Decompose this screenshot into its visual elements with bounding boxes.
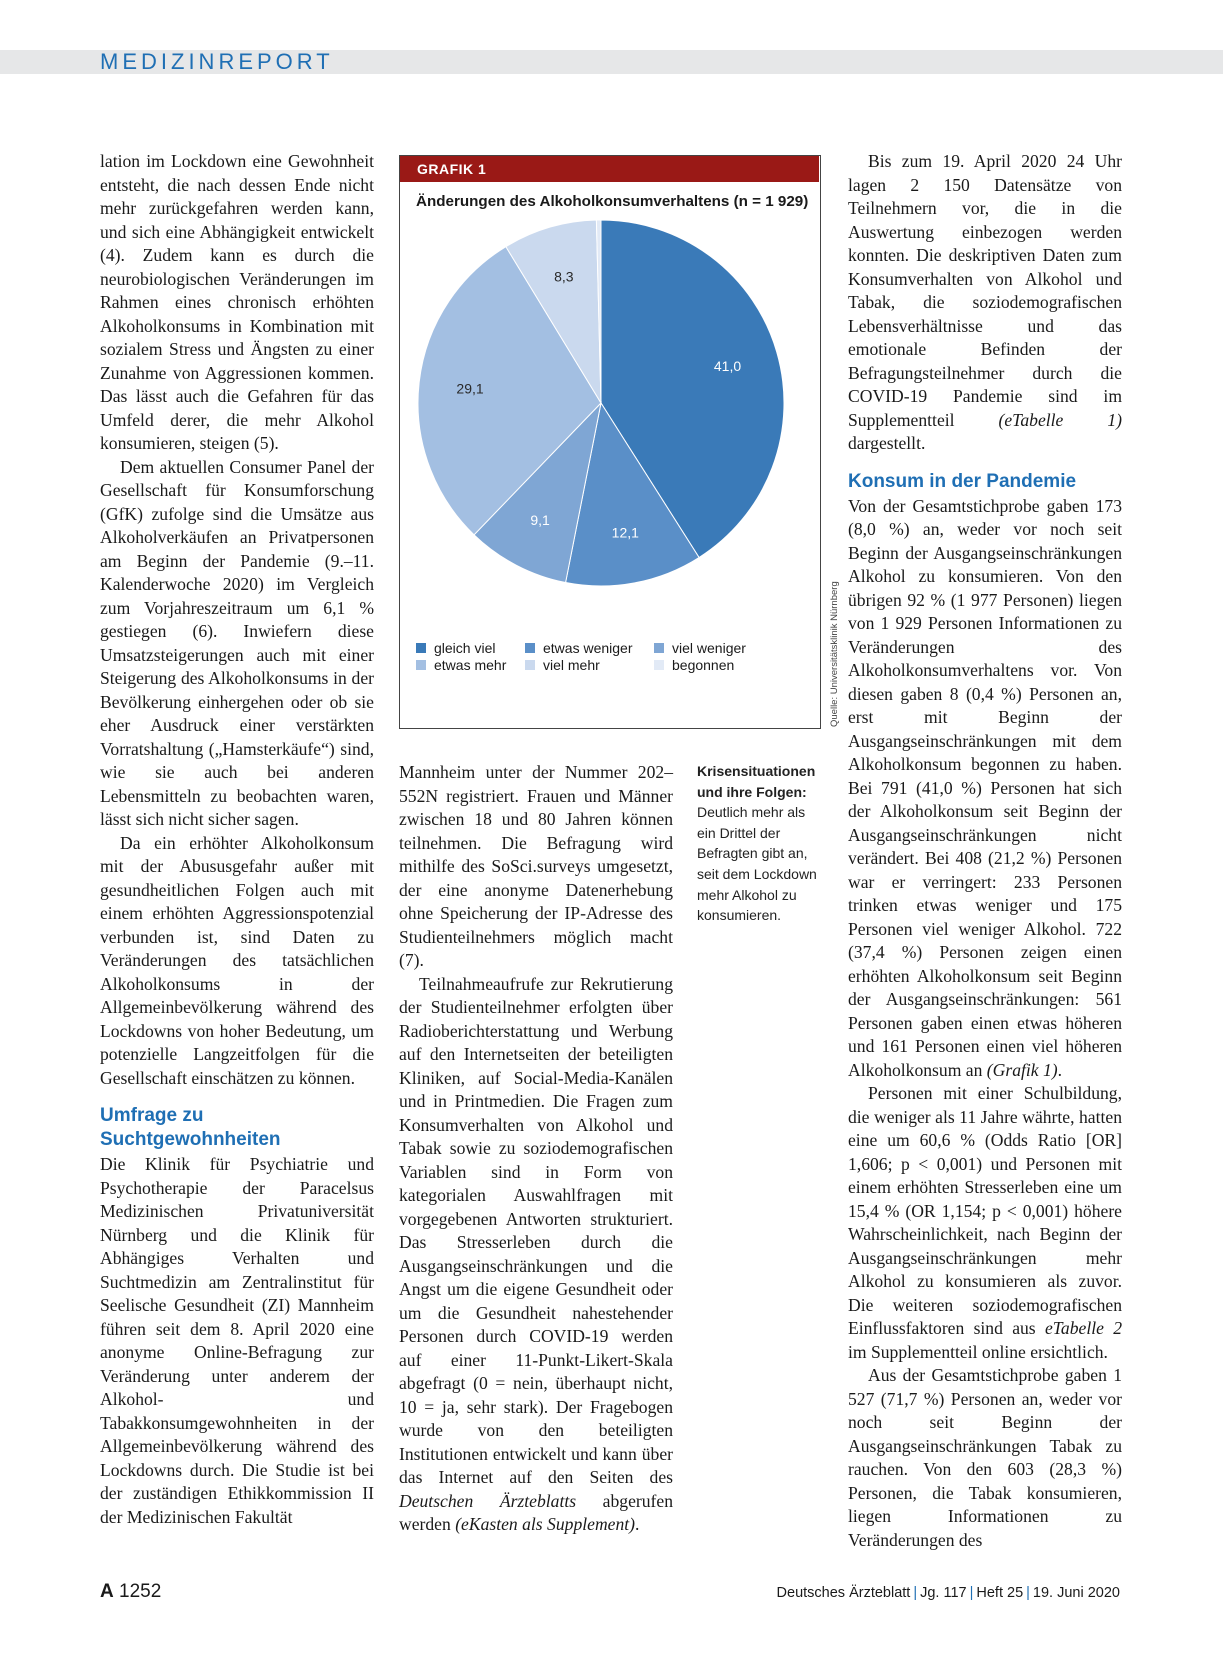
chart-title: Änderungen des Alkoholkonsumverhaltens (n = 1 929) xyxy=(416,193,809,210)
pie-data-label: 9,1 xyxy=(530,511,550,528)
text-run-italic: (eTabelle 1) xyxy=(998,409,1122,430)
paragraph xyxy=(399,973,673,1537)
text-run: Von der Gesamtstichprobe gaben 173 (8,0 %) an, weder vor noch seit Beginn der Ausgangseinschränkungen Alkohol zu konsumieren. Von den übrigen 92 % (1 977 Personen) liegen von 1 929 Personen Informationen zu Veränderungen des Alkoholkonsumverhaltens vor. Von diesen gaben 8 (0,4 %) Personen an, erst mit Beginn der Ausgangseinschränkungen mit dem Alkoholkonsum begonnen zu haben. Bei 791 (41,0 %) Personen hat sich der Alkoholkonsum seit Beginn der Ausgangseinschränkungen nicht verändert. Bei 408 (21,2 %) Personen war er verringert: 233 Personen trinken etwas weniger und 175 Personen viel weniger Alkohol. 722 (37,4 %) Personen zeigen einen erhöhten Alkoholkonsum seit Beginn der Ausgangseinschränkungen: 561 Personen gaben einen etwas höheren und 161 Personen einen viel höheren Alkoholkonsum an xyxy=(848,495,1122,1080)
legend-label: viel mehr xyxy=(543,657,600,673)
page-number xyxy=(100,1581,161,1603)
page-prefix: A xyxy=(100,1581,114,1602)
text-run: dargestellt. xyxy=(848,433,926,453)
text-run-italic: Deutschen Ärzteblatts xyxy=(399,1490,577,1511)
paragraph xyxy=(848,150,1122,456)
text-run: Personen mit einer Schulbildung, die weniger als 11 Jahre währte, hatten eine um 60,6 % (Odds Ratio [OR] 1,606; p < 0,001) und Personen mit einem erhöhten Stresserleben eine um 15,4 % (OR 1,154; p < 0,001) höhere Wahrscheinlichkeit, nach Beginn der Ausgangseinschränkungen mehr Alkohol zu konsumieren als zuvor. Die weiteren soziodemografischen Einflussfaktoren sind aus xyxy=(848,1083,1122,1338)
legend-swatch xyxy=(654,643,664,653)
legend-item xyxy=(654,657,734,673)
text-run: Bis zum 19. April 2020 24 Uhr lagen 2 150 Datensätze von Teilnehmern vor, die in die Auswertung einbezogen werden konnten. Die deskriptiven Daten zum Konsumverhalten von Alkohol und Tabak, die soziodemografischen Lebensverhältnisse und das emotionale Befinden der Befragungsteilnehmer durch die COVID-19 Pandemie sind im Supplementteil xyxy=(848,151,1122,430)
text-run: abgerufen werden xyxy=(399,1490,674,1534)
text-run-italic: (Grafik 1) xyxy=(986,1059,1058,1080)
paragraph: Dem aktuellen Consumer Panel der Gesellschaft für Konsumforschung (GfK) zufolge sind die Umsätze aus Alkoholverkäufen an Privatpersonen am Beginn der Pandemie (9.–11. Kalenderwoche 2020) im Vergleich zum Vorjahreszeitraum um 6,1 % gestiegen (6). Inwiefern diese Umsatzsteigerungen auch mit einer Steigerung des Alkoholkonsums in der Bevölkerung einhergehen oder ob sie eher Ausdruck einer verstärkten Vorratshaltung („Hamsterkäufe“) sind, wie sie auch bei anderen Lebensmitteln zu beobachten waren, lässt sich nicht sicher sagen. xyxy=(100,456,374,829)
text-run: im Supplementteil online ersichtlich. xyxy=(848,1341,1108,1362)
paragraph xyxy=(848,1082,1122,1364)
legend-label: begonnen xyxy=(672,657,735,673)
text-column-3 xyxy=(848,150,1122,1552)
legend-item xyxy=(525,657,600,673)
legend-swatch xyxy=(416,643,426,653)
paragraph: Da ein erhöhter Alkoholkonsum mit der Abususgefahr außer mit gesundheitlichen Folgen auch mit einem erhöhten Aggressionspotenzial verbunden ist, sind Daten zu Veränderungen des tatsächlichen Alkoholkonsums in der Allgemeinbevölkerung während des Lockdowns von hoher Bedeutung, um potenzielle Langzeitfolgen für die Gesellschaft einschätzen zu können. xyxy=(100,832,374,1088)
legend-item xyxy=(525,640,633,656)
pie-chart xyxy=(400,216,819,616)
journal-date: 19. Juni 2020 xyxy=(1032,1585,1120,1601)
paragraph: lation im Lockdown eine Gewohnheit entsteht, die nach dessen Ende nicht mehr zurückgefahren werden kann, und sich eine Abhängigkeit entwickelt (4). Zudem kann es durch die neurobiologischen Veränderungen im Rahmen eines chronisch erhöhten Alkoholkonsums in Kombination mit sozialem Stress und Ängsten zu einer Zunahme von Aggressionen kommen. Das lässt auch die Gefahren für das Umfeld derer, die mehr Alkohol konsumieren, steigen (5). xyxy=(100,151,374,453)
margin-note-text: Deutlich mehr als ein Drittel der Befragten gibt an, seit dem Lockdown mehr Alkohol zu konsumieren. xyxy=(697,804,817,924)
legend-label: viel weniger xyxy=(672,640,746,656)
text-column-1 xyxy=(100,150,374,1529)
legend-swatch xyxy=(654,660,664,670)
paragraph: Aus der Gesamtstichprobe gaben 1 527 (71,7 %) Personen an, weder vor noch seit Beginn der Ausgangseinschränkungen Tabak zu rauchen. Von den 603 (28,3 %) Personen, die Tabak konsumieren, liegen Informationen zu Veränderungen des xyxy=(848,1365,1122,1550)
margin-note-title: Krisensituationen und ihre Folgen: xyxy=(697,763,816,800)
section-title: MEDIZINREPORT xyxy=(100,49,334,74)
pie-data-label: 12,1 xyxy=(611,524,639,541)
journal-volume: Jg. 117 xyxy=(920,1585,967,1601)
legend-label: etwas mehr xyxy=(434,657,507,673)
legend-item xyxy=(416,640,495,656)
section-heading: Konsum in der Pandemie xyxy=(848,470,1077,492)
paragraph xyxy=(848,495,1122,1083)
margin-note xyxy=(697,761,825,926)
legend-swatch xyxy=(525,643,535,653)
figure-source: Quelle: Universitätsklinik Nürnberg xyxy=(829,581,840,727)
figure-label: GRAFIK 1 xyxy=(400,156,819,182)
paragraph: Die Klinik für Psychiatrie und Psychotherapie der Paracelsus Medizinischen Privatuniversität Nürnberg und die Klinik für Abhängiges Verhalten und Suchtmedizin am Zentralinstitut für Seelische Gesundheit (ZI) Mannheim führen seit dem 8. April 2020 eine anonyme Online-Befragung zur Veränderung unter anderem der Alkohol- und Tabakkonsumgewohnheiten in der Allgemeinbevölkerung während des Lockdowns durch. Die Studie ist bei der zuständigen Ethikkommission II der Medizinischen Fakultät xyxy=(100,1154,374,1527)
pie-data-label: 29,1 xyxy=(456,380,484,397)
pie-data-label: 8,3 xyxy=(554,268,574,285)
legend-label: etwas weniger xyxy=(543,640,633,656)
legend-swatch xyxy=(525,660,535,670)
figure-box xyxy=(399,155,821,729)
text-run-italic: (eKasten als Supplement) xyxy=(455,1514,635,1534)
legend-swatch xyxy=(416,660,426,670)
pie-data-label: 41,0 xyxy=(713,358,742,375)
journal-name: Deutsches Ärzteblatt xyxy=(776,1585,911,1601)
legend-item xyxy=(416,657,506,673)
text-run: . xyxy=(635,1514,640,1534)
text-column-2 xyxy=(399,761,673,1537)
journal-issue: Heft 25 xyxy=(976,1585,1024,1601)
journal-info: Deutsches Ärzteblatt | Jg. 117 | Heft 25 | 19. Juni 2020 xyxy=(776,1585,1120,1601)
legend-label: gleich viel xyxy=(434,640,496,656)
text-run-italic: eTabelle 2 xyxy=(1044,1318,1122,1338)
paragraph: Mannheim unter der Nummer 202–552N registriert. Frauen und Männer zwischen 18 und 80 Jahren können teilnehmen. Die Befragung wird mithilfe des SoSci.surveys umgesetzt, der eine anonyme Datenerhebung ohne Speicherung der IP-Adresse des Studienteilnehmers möglich macht (7). xyxy=(399,762,673,970)
page-number-value: 1252 xyxy=(119,1581,162,1602)
section-heading: Umfrage zu Suchtgewohnheiten xyxy=(100,1105,281,1150)
legend-item xyxy=(654,640,746,656)
text-run: . xyxy=(1057,1059,1063,1080)
text-run: Teilnahmeaufrufe zur Rekrutierung der Studienteilnehmer erfolgten über Radioberichterstattung und Werbung auf den Internetseiten der beteiligten Kliniken, auf Social-Media-Kanälen und in Printmedien. Die Fragen zum Konsumverhalten von Alkohol und Tabak sowie zu soziodemografischen Variablen sind in Form von kategorialen Auswahlfragen mit vorgegebenen Antworten strukturiert. Das Stresserleben durch die Ausgangseinschränkungen und die Angst um die eigene Gesundheit oder um die Gesundheit nahestehender Personen durch COVID-19 werden auf einer 11-Punkt-Likert-Skala abgefragt (0 = nein, überhaupt nicht, 10 = ja, sehr stark). Der Fragebogen wurde von den beteiligten Institutionen entwickelt und kann über das Internet auf den Seiten des xyxy=(399,973,673,1487)
